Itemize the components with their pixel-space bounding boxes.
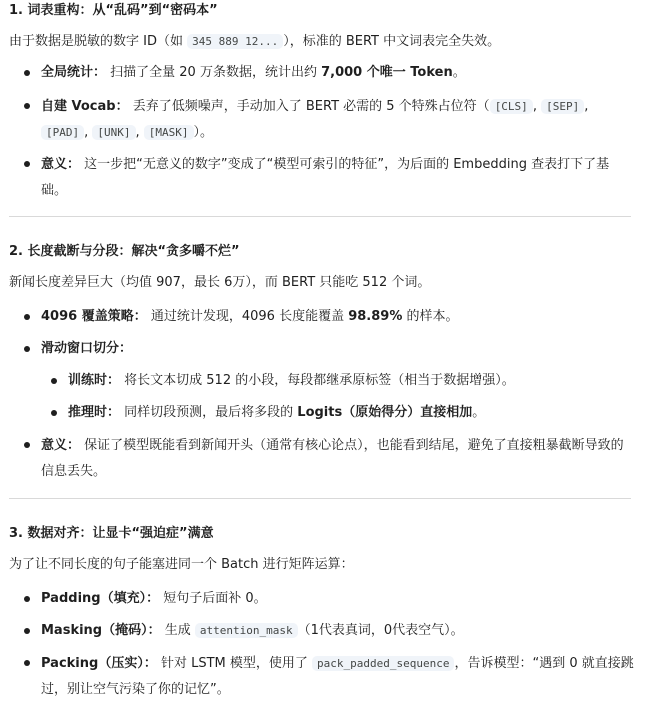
bullet-list — [9, 152, 634, 204]
list-item-custom-vocab: 自建 Vocab： 丢弃了低频噪声，手动加入了 BERT 必需的 5 个特殊占位符（ [CLS] , [SEP] , [PAD] , [UNK] , [MASK] ）。 — [9, 94, 634, 146]
section-intro: 新闻长度差异巨大（均值 907，最长 6万），而 BERT 只能吃 512 个词。 — [9, 275, 431, 290]
bullet-list — [9, 305, 634, 329]
inline-code: [SEP] — [541, 99, 584, 114]
list-item-packing: Packing（压实）： 针对 LSTM 模型，使用了 pack_padded_sequence ，告诉模型：“遇到 0 就直接跳过，别让空气污染了你的记忆”。 — [9, 651, 634, 703]
list-item-training: 训练时： 将长文本切成 512 的小段，每段都继承原标签（相当于数据增强）。 — [9, 369, 634, 393]
bullet-list — [9, 433, 634, 485]
section-intro: 为了让不同长度的句子能塞进同一个 Batch 进行矩阵运算： — [9, 557, 354, 572]
list-item-significance: 意义： 这一步把“无意义的数字”变成了“模型可索引的特征”，为后面的 Embedding 查表打下了基础。 — [9, 152, 634, 204]
bullet-list — [9, 651, 634, 703]
list-item-significance: 意义： 保证了模型既能看到新闻开头（通常有核心论点），也能看到结尾，避免了直接粗暴截断导致的信息丢失。 — [9, 433, 634, 485]
list-item-inference: 推理时： 同样切段预测，最后将多段的 Logits（原始得分）直接相加。 — [9, 401, 634, 425]
sub-bullet-list — [9, 401, 634, 425]
inline-code: [CLS] — [490, 99, 533, 114]
section-title: 1. 词表重构：从“乱码”到“密码本” — [9, 3, 218, 18]
inline-code: [MASK] — [144, 125, 194, 140]
bullet-list — [9, 619, 634, 643]
bullet-list — [9, 61, 634, 85]
list-item-padding: Padding（填充）： 短句子后面补 0。 — [9, 587, 634, 611]
list-item-sliding-window: 滑动窗口切分： — [9, 337, 634, 361]
section-intro: 由于数据是脱敏的数字 ID（如 345 889 12... ），标准的 BERT 中文词表完全失效。 — [9, 34, 501, 49]
section-divider — [9, 498, 631, 499]
section-title: 3. 数据对齐：让显卡“强迫症”满意 — [9, 526, 214, 541]
inline-code: [PAD] — [41, 125, 84, 140]
sub-bullet-list — [9, 369, 634, 393]
inline-code: [UNK] — [92, 125, 135, 140]
inline-code: 345 889 12... — [187, 34, 283, 49]
inline-code: pack_padded_sequence — [312, 656, 454, 671]
bullet-list — [9, 94, 634, 146]
list-item-masking: Masking（掩码）： 生成 attention_mask （1代表真词，0代表空气）。 — [9, 619, 634, 643]
list-item-global-stats: 全局统计： 扫描了全量 20 万条数据，统计出约 7,000 个唯一 Token。 — [9, 61, 634, 85]
list-item-coverage: 4096 覆盖策略： 通过统计发现，4096 长度能覆盖 98.89% 的样本。 — [9, 305, 634, 329]
section-title: 2. 长度截断与分段：解决“贪多嚼不烂” — [9, 244, 240, 259]
section-divider — [9, 216, 631, 217]
bullet-list — [9, 337, 634, 361]
bullet-list — [9, 587, 634, 611]
inline-code: attention_mask — [195, 623, 298, 638]
